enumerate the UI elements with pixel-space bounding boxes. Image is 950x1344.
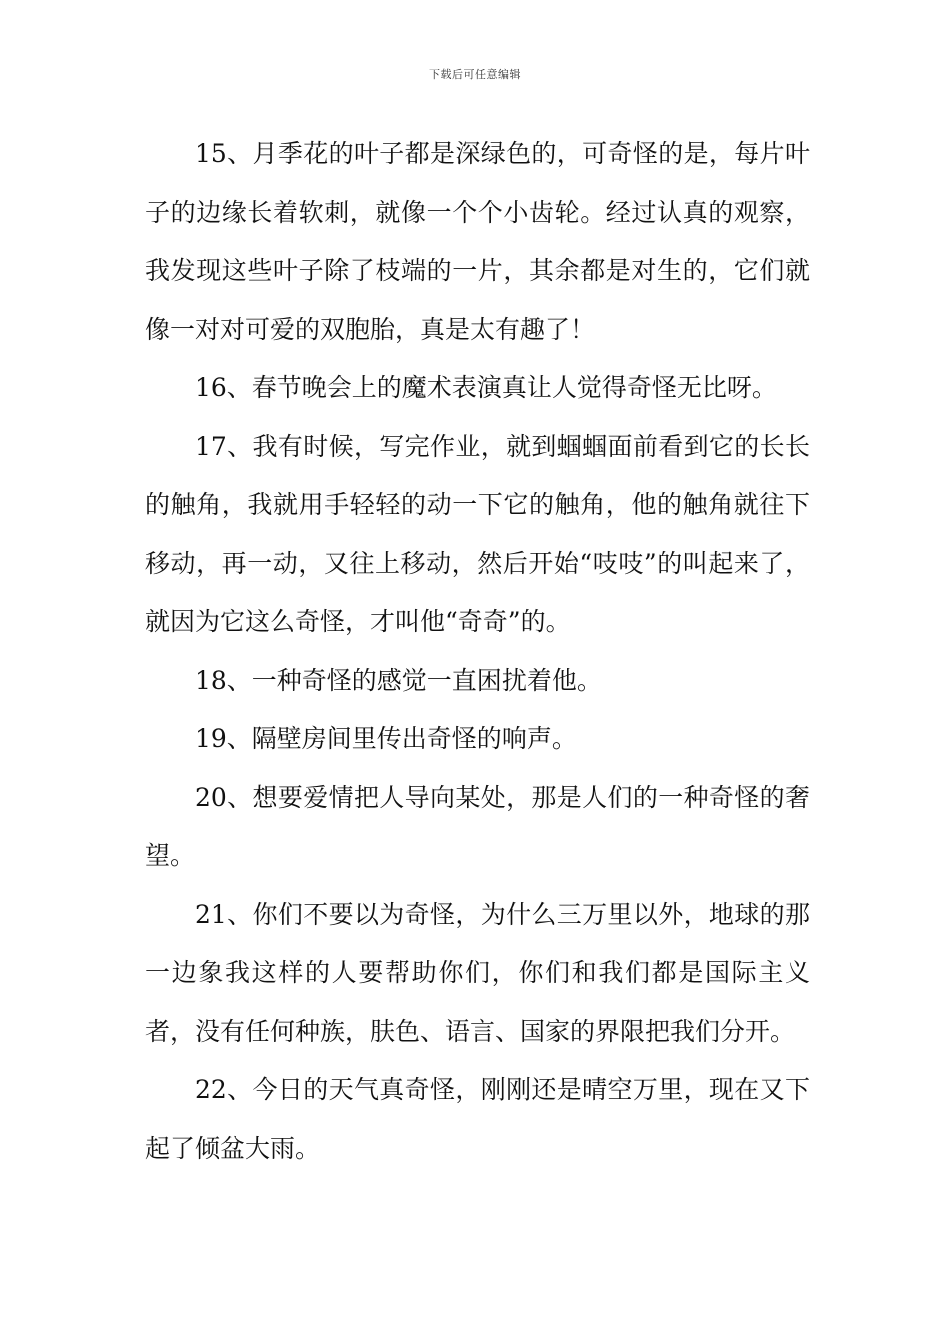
paragraph-17: 17、我有时候，写完作业，就到蝈蝈面前看到它的长长的触角，我就用手轻轻的动一下它的触角，他的触角就往下移动，再一动，又往上移动，然后开始“吱吱”的叫起来了，就因为它这么奇怪，才叫他“奇奇”的。 bbox=[145, 431, 810, 636]
paragraph-15: 15、月季花的叶子都是深绿色的，可奇怪的是，每片叶子的边缘长着软刺，就像一个个小齿轮。经过认真的观察，我发现这些叶子除了枝端的一片，其余都是对生的，它们就像一对对可爱的双胞胎，真是太有趣了！ bbox=[145, 139, 810, 344]
header-note: 下载后可任意编辑 bbox=[429, 68, 521, 81]
paragraph-21: 21、你们不要以为奇怪，为什么三万里以外，地球的那一边象我这样的人要帮助你们，你们和我们都是国际主义者，没有任何种族，肤色、语言、国家的界限把我们分开。 bbox=[145, 899, 810, 1046]
paragraph-19: 19、隔壁房间里传出奇怪的响声。 bbox=[195, 724, 577, 753]
paragraph-20: 20、想要爱情把人导向某处，那是人们的一种奇怪的奢望。 bbox=[145, 782, 810, 870]
document-body bbox=[145, 125, 810, 1178]
paragraph-18: 18、一种奇怪的感觉一直困扰着他。 bbox=[195, 665, 602, 695]
paragraph-22: 22、今日的天气真奇怪，刚刚还是晴空万里，现在又下起了倾盆大雨。 bbox=[145, 1075, 810, 1163]
paragraph-16: 16、春节晚会上的魔术表演真让人觉得奇怪无比呀。 bbox=[195, 373, 777, 402]
